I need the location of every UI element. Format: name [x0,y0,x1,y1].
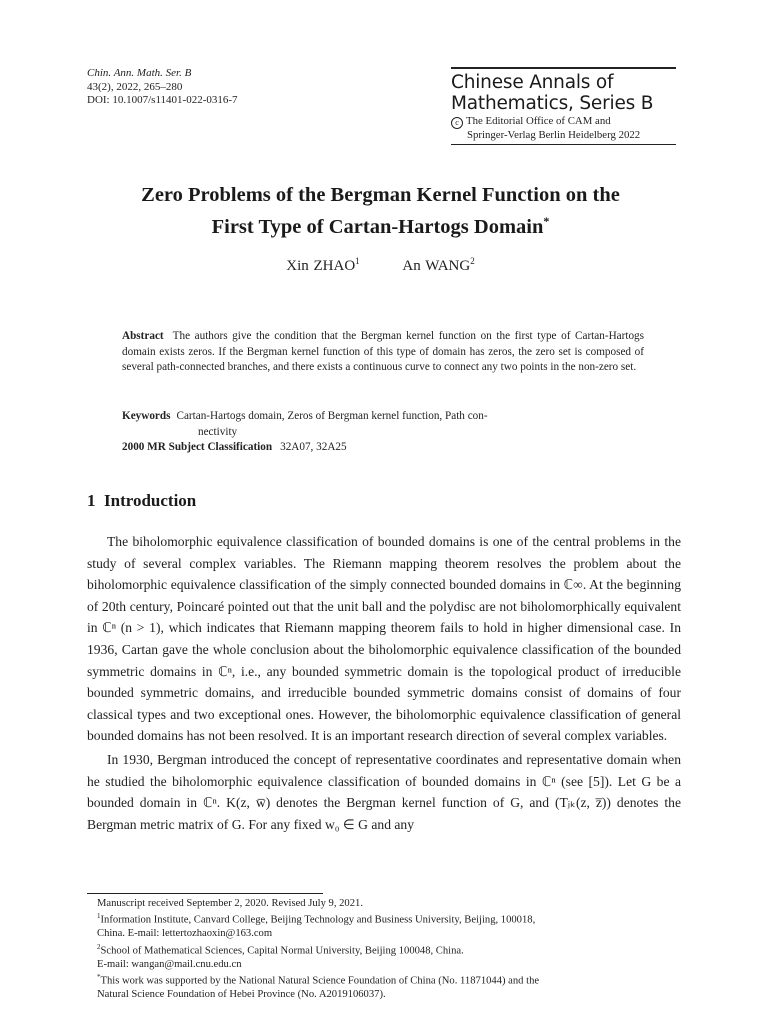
author-2: An WANG$^2$ [402,256,475,274]
footnote-1-cont: China. E-mail: lettertozhaoxin@163.com [97,928,273,940]
keywords-label: Keywords [122,410,171,422]
title-footnote-mark: * [543,214,550,228]
msc-label: 2000 MR Subject Classification [122,441,273,453]
keywords-line2: nectivity [198,425,238,438]
footnote-3-cont: Natural Science Foundation of Hebei Province (No. A2019106037). [97,989,386,1001]
body-text [87,531,681,835]
author-list [60,256,701,275]
journal-name [451,72,676,114]
journal-abbrev: Chin. Ann. Math. Ser. B [87,67,192,79]
manuscript-received: Manuscript received September 2, 2020. Revised July 9, 2021. [97,898,363,909]
bottom-rule [451,144,676,145]
copyright-notice [451,115,676,143]
author-1: Xin ZHAO$^1$ [286,256,360,274]
abstract-text: The authors give the condition that the Bergman kernel function on the first type of Cartan-Hartogs domain exists zeros. If the Bergman kernel function of this type of domain has zeros, the zero set is composed of several path-connected branches, and there exists a continuous curve to connect any two points in the non-zero set. [122,330,644,373]
msc-value: 32A07, 32A25 [280,441,347,453]
title-line2: First Type of Cartan-Hartogs Domain [211,215,544,238]
journal-name-line1: Chinese Annals of [451,71,614,93]
volume-pages: 43(2), 2022, 265–280 [87,80,183,93]
section-title: Introduction [104,491,197,510]
paper-title [60,182,701,240]
keywords-line1: Cartan-Hartogs domain, Zeros of Bergman kernel function, Path con- [176,410,488,422]
copyright-line2: Springer-Verlag Berlin Heidelberg 2022 [467,128,641,141]
footnote-3: *This work was supported by the National Natural Science Foundation of China (No. 11871044) and the [97,973,540,987]
footnote-2: $^2$School of Mathematical Sciences, Capital Normal University, Beijing 100048, China. [97,942,464,957]
subject-classification [122,441,347,453]
abstract [122,329,644,376]
doi: DOI: 10.1007/s11401-022-0316-7 [87,94,238,106]
section-heading [87,491,196,511]
paragraph-1: The biholomorphic equivalence classification of bounded domains is one of the central problems in the study of several complex variables. The Riemann mapping theorem resolves the problem about the biholomorphic equivalence classification of the simply connected bounded domains in ℂ∞. At the beginning of 20th century, Poincaré pointed out that the unit ball and the polydisc are not biholomorphically equivalent in ℂⁿ (n > 1), which indicates that Riemann mapping theorem fails to hold in higher dimensional case. In 1936, Cartan gave the whole conclusion about the biholomorphic equivalence classification of the bounded symmetric domains in ℂⁿ, i.e., any bounded symmetric domain is the topological product of irreducible bounded symmetric domains, and irreducible bounded symmetric domains consist of domains of four classical types and two exceptional ones. However, the biholomorphic equivalence classification of general bounded domains has not been resolved. It is an important research direction of several complex variables. [87,534,681,744]
footnote-1: $^1$Information Institute, Canvard College, Beijing Technology and Business University, Beijing, 100018, [97,912,536,926]
title-line1: Zero Problems of the Bergman Kernel Function on the [141,184,620,206]
journal-box [451,67,676,145]
copyright-icon: c [451,117,463,129]
keywords [122,409,644,440]
journal-name-line2: Mathematics, Series B [451,92,654,114]
footnotes [87,897,681,1001]
paragraph-2: In 1930, Bergman introduced the concept of representative coordinates and representative domain when he studied the biholomorphic equivalence classification of bounded domains in ℂⁿ (see [5]). Let G be a bounded domain in ℂⁿ. K(z, w̅) denotes the Bergman kernel function of G, and (Tⱼₖ(z, z̅)) denotes the Bergman metric matrix of G. For any fixed w₀ ∈ G and any [87,751,681,832]
copyright-line1: The Editorial Office of CAM and [466,114,611,127]
journal-citation [87,67,238,108]
section-number: 1 [87,491,96,510]
footnote-2-cont: E-mail: wangan@mail.cnu.edu.cn [97,958,242,970]
footnote-rule [87,893,323,894]
abstract-label: Abstract [122,330,164,342]
top-rule [451,67,676,69]
